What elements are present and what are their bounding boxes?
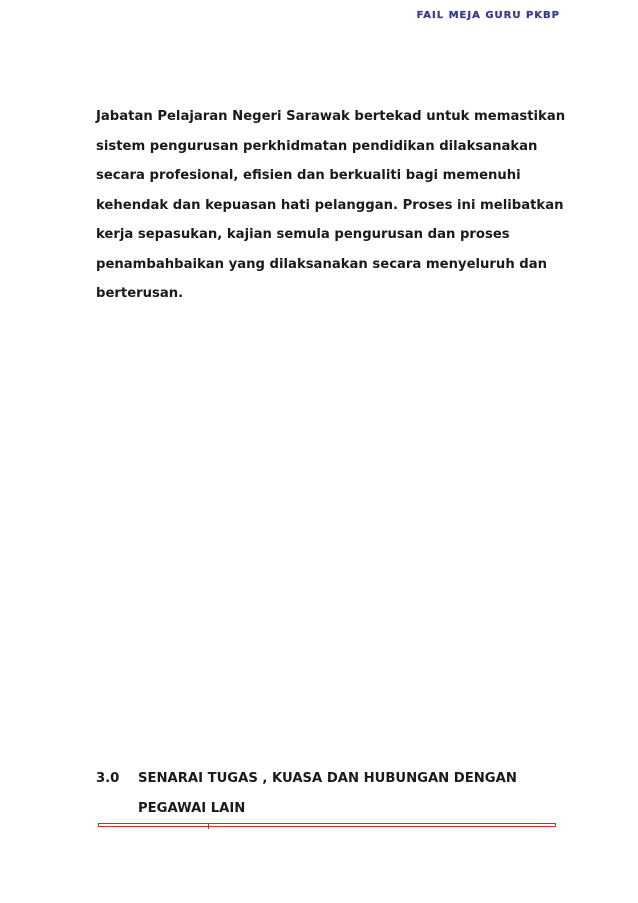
body-paragraph — [96, 102, 566, 309]
section-title — [138, 764, 517, 824]
page-header: FAIL MEJA GURU PKBP — [416, 10, 560, 21]
table-top-border — [98, 823, 556, 827]
section-title-line: PEGAWAI LAIN — [138, 801, 246, 816]
paragraph-line: berterusan. — [96, 286, 184, 301]
paragraph-line: secara profesional, efisien dan berkualiti bagi memenuhi — [96, 168, 521, 183]
paragraph-line: sistem pengurusan perkhidmatan pendidikan dilaksanakan — [96, 138, 538, 154]
paragraph-line: penambahbaikan yang dilaksanakan secara menyeluruh dan — [96, 256, 548, 272]
section-number: 3.0 — [96, 771, 120, 786]
paragraph-line: kehendak dan kepuasan hati pelanggan. Proses ini melibatkan — [96, 197, 564, 213]
table-column-divider — [208, 823, 209, 829]
paragraph-line: Jabatan Pelajaran Negeri Sarawak bertekad untuk memastikan — [96, 109, 566, 124]
section-title-line: SENARAI TUGAS , KUASA DAN HUBUNGAN DENGAN — [138, 771, 517, 786]
paragraph-line: kerja sepasukan, kajian semula pengurusan dan proses — [96, 227, 510, 242]
